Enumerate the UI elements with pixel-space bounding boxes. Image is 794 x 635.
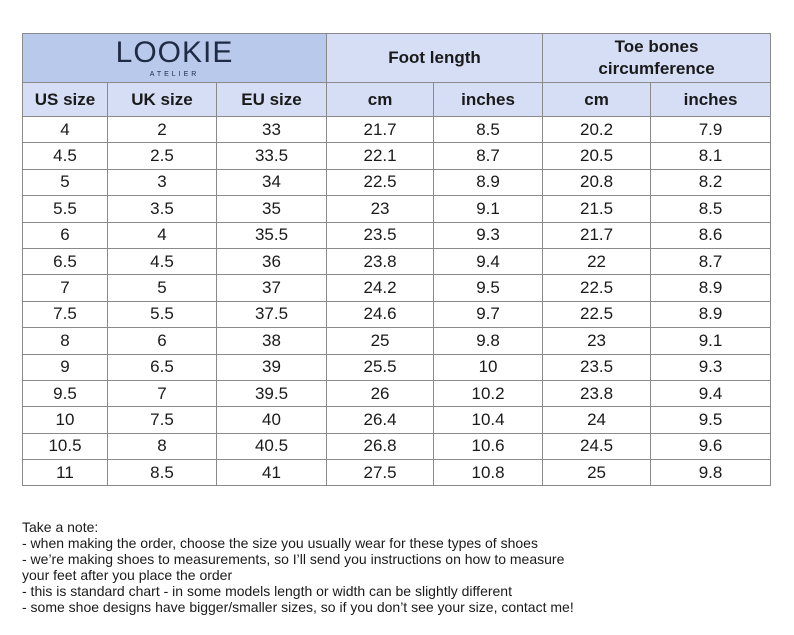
table-cell: 38 (217, 328, 327, 354)
table-cell: 9.6 (651, 433, 771, 459)
table-cell: 8.9 (651, 301, 771, 327)
table-cell: 22.5 (543, 275, 651, 301)
table-cell: 33.5 (217, 143, 327, 169)
table-row (23, 407, 771, 433)
table-cell: 22.1 (327, 143, 434, 169)
table-row (23, 460, 771, 486)
table-cell: 23 (543, 328, 651, 354)
table-cell: 8.5 (108, 460, 217, 486)
table-cell: 3 (108, 169, 217, 195)
column-header-foot-cm: cm (327, 83, 434, 117)
table-cell: 8.7 (434, 143, 543, 169)
table-cell: 20.2 (543, 117, 651, 143)
table-row (23, 196, 771, 222)
table-cell: 24.6 (327, 301, 434, 327)
table-cell: 40.5 (217, 433, 327, 459)
table-cell: 10.5 (23, 433, 108, 459)
column-header-us-size: US size (23, 83, 108, 117)
table-cell: 4 (23, 117, 108, 143)
table-cell: 27.5 (327, 460, 434, 486)
table-cell: 9.1 (434, 196, 543, 222)
table-cell: 5 (108, 275, 217, 301)
column-header-foot-inches: inches (434, 83, 543, 117)
table-cell: 9.3 (651, 354, 771, 380)
table-cell: 9.8 (434, 328, 543, 354)
table-cell: 20.5 (543, 143, 651, 169)
table-cell: 24.2 (327, 275, 434, 301)
logo-cell (23, 34, 327, 83)
note-line: - when making the order, choose the size you usually wear for these types of shoes (22, 535, 538, 551)
table-cell: 7.5 (23, 301, 108, 327)
table-cell: 22.5 (327, 169, 434, 195)
table-cell: 7 (23, 275, 108, 301)
table-cell: 5.5 (108, 301, 217, 327)
table-cell: 21.5 (543, 196, 651, 222)
table-row (23, 433, 771, 459)
notes-title: Take a note: (22, 519, 99, 535)
table-cell: 23.8 (327, 248, 434, 274)
table-cell: 9.5 (23, 380, 108, 406)
table-row (23, 117, 771, 143)
table-cell: 35.5 (217, 222, 327, 248)
table-cell: 10 (23, 407, 108, 433)
table-cell: 25 (543, 460, 651, 486)
table-cell: 3.5 (108, 196, 217, 222)
column-header-toe-inches: inches (651, 83, 771, 117)
table-cell: 35 (217, 196, 327, 222)
table-cell: 6 (108, 328, 217, 354)
table-cell: 22.5 (543, 301, 651, 327)
toe-bones-header-line2: circumference (598, 59, 715, 78)
table-row (23, 354, 771, 380)
table-cell: 10.4 (434, 407, 543, 433)
table-cell: 37 (217, 275, 327, 301)
table-cell: 6 (23, 222, 108, 248)
table-cell: 8.5 (651, 196, 771, 222)
table-cell: 23.5 (543, 354, 651, 380)
note-line: your feet after you place the order (22, 567, 233, 583)
table-cell: 2 (108, 117, 217, 143)
table-cell: 8.9 (651, 275, 771, 301)
table-cell: 25 (327, 328, 434, 354)
table-cell: 20.8 (543, 169, 651, 195)
table-cell: 9.4 (651, 380, 771, 406)
table-cell: 22 (543, 248, 651, 274)
table-cell: 10.2 (434, 380, 543, 406)
table-cell: 36 (217, 248, 327, 274)
table-cell: 9 (23, 354, 108, 380)
table-cell: 7.9 (651, 117, 771, 143)
note-line: - some shoe designs have bigger/smaller sizes, so if you don’t see your size, contact me! (22, 599, 574, 615)
toe-bones-header (543, 34, 771, 83)
table-cell: 40 (217, 407, 327, 433)
table-cell: 21.7 (327, 117, 434, 143)
table-cell: 23 (327, 196, 434, 222)
table-cell: 8.1 (651, 143, 771, 169)
table-cell: 23.8 (543, 380, 651, 406)
table-cell: 26.4 (327, 407, 434, 433)
foot-length-header: Foot length (327, 34, 543, 83)
size-chart-body (23, 117, 771, 486)
table-cell: 7.5 (108, 407, 217, 433)
table-cell: 26 (327, 380, 434, 406)
table-cell: 23.5 (327, 222, 434, 248)
table-cell: 9.7 (434, 301, 543, 327)
table-cell: 10.8 (434, 460, 543, 486)
table-cell: 41 (217, 460, 327, 486)
table-row (23, 328, 771, 354)
table-cell: 8.6 (651, 222, 771, 248)
table-row (23, 143, 771, 169)
table-row (23, 275, 771, 301)
table-cell: 9.8 (651, 460, 771, 486)
column-header-toe-cm: cm (543, 83, 651, 117)
brand-logo (23, 38, 326, 78)
toe-bones-header-line1: Toe bones (614, 36, 699, 56)
column-header-eu-size: EU size (217, 83, 327, 117)
table-row (23, 222, 771, 248)
table-cell: 37.5 (217, 301, 327, 327)
table-cell: 8 (23, 328, 108, 354)
table-cell: 11 (23, 460, 108, 486)
table-cell: 6.5 (23, 248, 108, 274)
table-cell: 9.1 (651, 328, 771, 354)
size-chart-table (22, 33, 771, 486)
table-cell: 5 (23, 169, 108, 195)
table-cell: 10.6 (434, 433, 543, 459)
table-cell: 8.2 (651, 169, 771, 195)
table-cell: 5.5 (23, 196, 108, 222)
table-cell: 9.3 (434, 222, 543, 248)
table-row (23, 380, 771, 406)
table-cell: 4.5 (23, 143, 108, 169)
table-cell: 9.5 (651, 407, 771, 433)
logo-brand-text: LOOKIE (115, 36, 234, 69)
table-cell: 4.5 (108, 248, 217, 274)
note-line: - this is standard chart - in some models length or width can be slightly different (22, 583, 512, 599)
table-cell: 26.8 (327, 433, 434, 459)
table-cell: 8.5 (434, 117, 543, 143)
column-header-uk-size: UK size (108, 83, 217, 117)
table-cell: 34 (217, 169, 327, 195)
table-row (23, 248, 771, 274)
table-cell: 8 (108, 433, 217, 459)
table-cell: 10 (434, 354, 543, 380)
table-cell: 8.9 (434, 169, 543, 195)
table-cell: 39.5 (217, 380, 327, 406)
table-cell: 24 (543, 407, 651, 433)
table-row (23, 301, 771, 327)
table-cell: 2.5 (108, 143, 217, 169)
table-row (23, 169, 771, 195)
notes-section (22, 519, 782, 615)
table-cell: 21.7 (543, 222, 651, 248)
table-cell: 6.5 (108, 354, 217, 380)
table-cell: 8.7 (651, 248, 771, 274)
table-cell: 25.5 (327, 354, 434, 380)
logo-sub-text: ATELIER (149, 71, 200, 78)
table-cell: 4 (108, 222, 217, 248)
table-cell: 7 (108, 380, 217, 406)
table-cell: 9.5 (434, 275, 543, 301)
table-cell: 39 (217, 354, 327, 380)
table-cell: 24.5 (543, 433, 651, 459)
note-line: - we’re making shoes to measurements, so I’ll send you instructions on how to measure (22, 551, 565, 567)
table-cell: 9.4 (434, 248, 543, 274)
table-cell: 33 (217, 117, 327, 143)
